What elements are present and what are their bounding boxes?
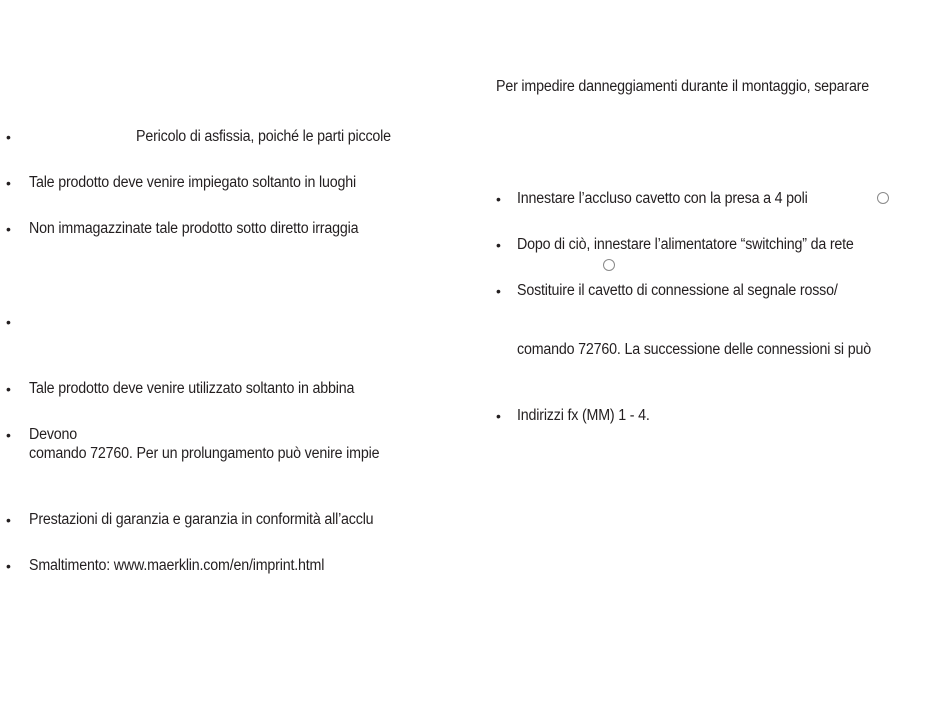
bullet-marker: • — [6, 558, 11, 574]
assembly-intro-text: Per impedire danneggiamenti durante il montaggio, separare — [496, 78, 870, 95]
bullet-marker: • — [6, 512, 11, 528]
bullet-marker: • — [496, 283, 501, 299]
bullet-marker: • — [6, 175, 11, 191]
devono-text: Devono — [29, 426, 78, 443]
bullet-marker: • — [6, 221, 11, 237]
usage-location-text: Tale prodotto deve venire impiegato soltanto in luoghi — [29, 174, 356, 191]
connect-cable-text: Innestare l’accluso cavetto con la presa a 4 poli — [517, 190, 808, 207]
warning-asphyxia-text: Pericolo di asfissia, poiché le parti piccole — [136, 128, 391, 145]
storage-text: Non immagazzinate tale prodotto sotto diretto irraggia — [29, 220, 359, 237]
bullet-marker: • — [6, 427, 11, 443]
bullet-marker: • — [6, 129, 11, 145]
bullet-marker: • — [6, 381, 11, 397]
replace-cable-text: Sostituire il cavetto di connessione al segnale rosso/ — [517, 282, 838, 299]
bullet-marker: • — [6, 314, 11, 330]
disposal-text: Smaltimento: www.maerklin.com/en/imprint.html — [29, 557, 325, 574]
connector-circle-icon — [877, 192, 889, 204]
bullet-marker: • — [496, 408, 501, 424]
bullet-marker: • — [496, 191, 501, 207]
combination-text: Tale prodotto deve venire utilizzato soltanto in abbina — [29, 380, 355, 397]
address-text: Indirizzi fx (MM) 1 - 4. — [517, 407, 650, 424]
warranty-text: Prestazioni di garanzia e garanzia in conformità all’acclu — [29, 511, 374, 528]
devono-continuation-text: comando 72760. Per un prolungamento può venire impie — [29, 445, 380, 462]
connector-circle-icon — [603, 259, 615, 271]
bullet-marker: • — [496, 237, 501, 253]
power-supply-text: Dopo di ciò, innestare l’alimentatore “switching” da rete — [517, 236, 854, 253]
replace-cable-continuation-text: comando 72760. La successione delle connessioni si può — [517, 341, 871, 358]
